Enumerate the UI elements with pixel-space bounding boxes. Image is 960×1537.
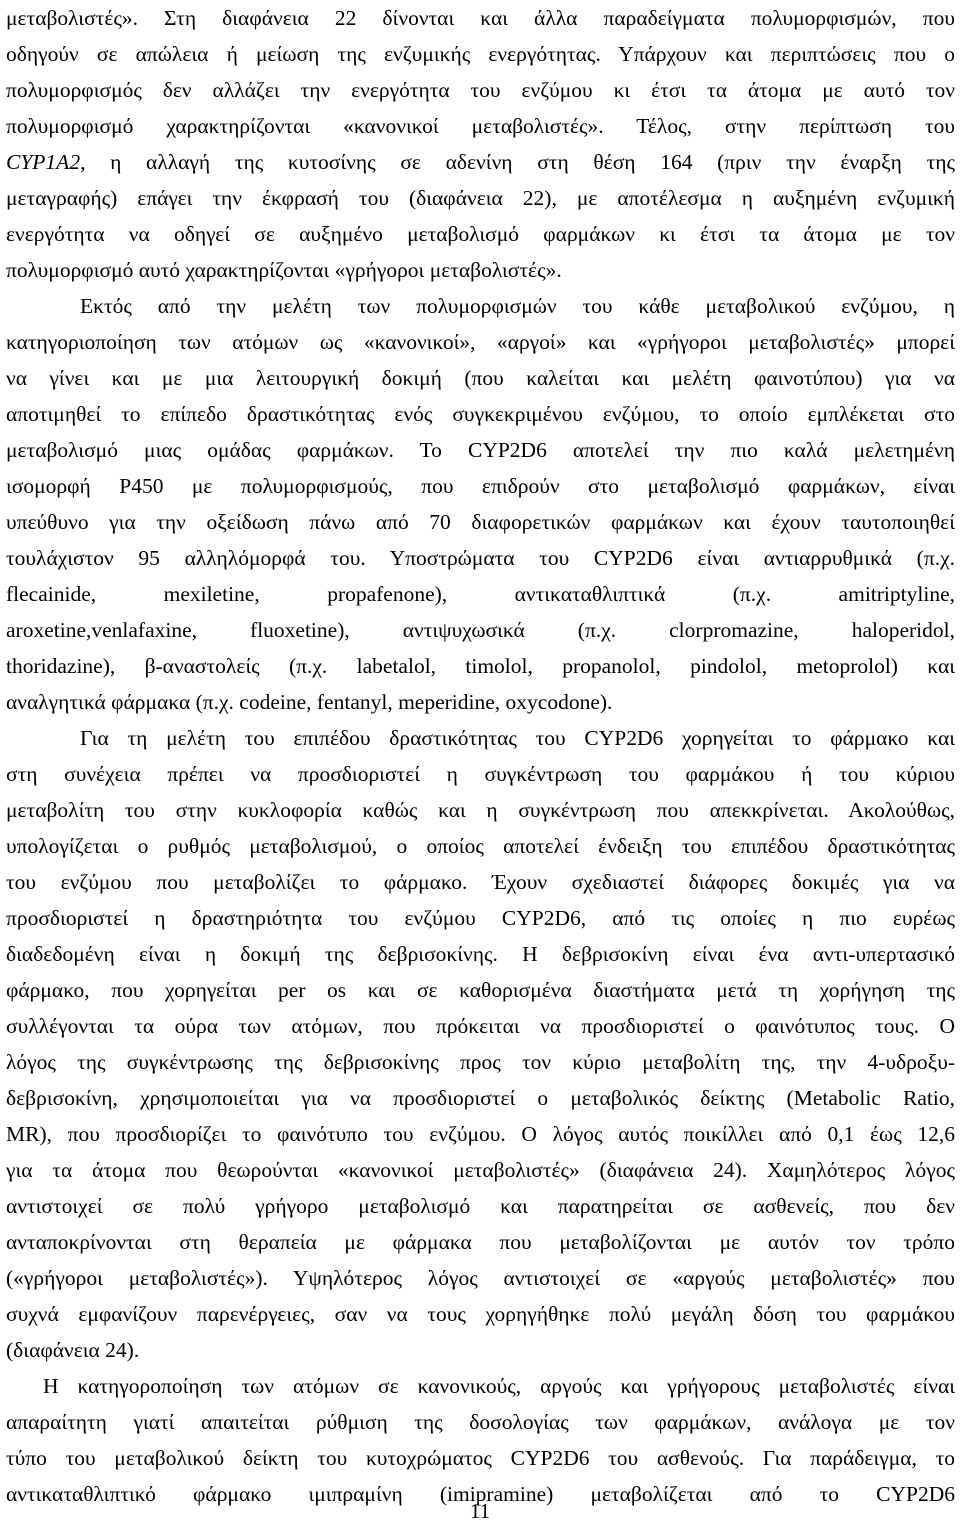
text-line: στη συνέχεια πρέπει να προσδιοριστεί η συγκέντρωση του φαρμάκου ή του κύριου xyxy=(6,762,955,786)
paragraph xyxy=(6,288,955,720)
text-line: αντιστοιχεί σε πολύ γρήγορο μεταβολισμό και παρατηρείται σε ασθενείς, που δεν xyxy=(6,1194,955,1218)
text-line: flecainide, mexiletine, propafenone), αντικαταθλιπτικά (π.χ. amitriptyline, xyxy=(6,582,955,606)
text-line: ανταποκρίνονται στη θεραπεία με φάρμακα που μεταβολίζονται με αυτόν τον τρόπο xyxy=(6,1230,955,1254)
text-line: κατηγοριοποίηση των ατόμων ως «κανονικοί», «αργοί» και «γρήγοροι μεταβολιστές» μπορεί xyxy=(6,330,955,354)
text-line: τουλάχιστον 95 αλληλόμορφά του. Υποστρώματα του CYP2D6 είναι αντιαρρυθμικά (π.χ. xyxy=(6,546,955,570)
text-line: Η κατηγοροποίηση των ατόμων σε κανονικούς, αργούς και γρήγορους μεταβολιστές είναι xyxy=(43,1374,955,1398)
text-line: πολυμορφισμό χαρακτηρίζονται «κανονικοί μεταβολιστές». Τέλος, στην περίπτωση του xyxy=(6,114,955,138)
text-line: για τα άτομα που θεωρούνται «κανονικοί μεταβολιστές» (διαφάνεια 24). Χαμηλότερος λόγος xyxy=(6,1158,955,1182)
text-line: του ενζύμου που μεταβολίζει το φάρμακο. Έχουν σχεδιαστεί διάφορες δοκιμές για να xyxy=(6,870,955,894)
text-line: (διαφάνεια 24). xyxy=(6,1338,140,1362)
text-line: MR), που προσδιορίζει το φαινότυπο του ενζύμου. Ο λόγος αυτός ποικίλλει από 0,1 έως 12,6 xyxy=(6,1122,955,1146)
text-fragment: η αλλαγή της κυτοσίνης σε αδενίνη στη θέση 164 (πριν την έναρξη της xyxy=(85,150,955,174)
text-line: ισομορφή P450 με πολυμορφισμούς, που επιδρούν στο μεταβολισμό φαρμάκων, είναι xyxy=(6,474,955,498)
text-line xyxy=(6,144,955,180)
text-line: αναλγητικά φάρμακα (π.χ. codeine, fentanyl, meperidine, oxycodone). xyxy=(6,690,613,714)
text-line: αντικαταθλιπτικό φάρμακο ιμιπραμίνη (imipramine) μεταβολίζεται από το CYP2D6 xyxy=(6,1482,955,1506)
text-line: λόγος της συγκέντρωσης της δεβρισοκίνης προς τον κύριο μεταβολίτη της, την 4-υδροξυ- xyxy=(6,1050,955,1074)
document-page xyxy=(6,0,955,1512)
text-line: («γρήγοροι μεταβολιστές»). Υψηλότερος λόγος αντιστοιχεί σε «αργούς μεταβολιστές» που xyxy=(6,1266,955,1290)
text-line: μεταβολίτη του στην κυκλοφορία καθώς και η συγκέντρωση που απεκκρίνεται. Ακολούθως, xyxy=(6,798,955,822)
text-line: ενεργότητα να οδηγεί σε αυξημένο μεταβολισμό φαρμάκων κι έτσι τα άτομα με τον xyxy=(6,222,955,246)
text-line: μεταβολιστές». Στη διαφάνεια 22 δίνονται και άλλα παραδείγματα πολυμορφισμών, που xyxy=(6,6,955,30)
paragraph xyxy=(6,720,955,1368)
text-line: μεταβολισμό μιας ομάδας φαρμάκων. Το CYP2D6 αποτελεί την πιο καλά μελετημένη xyxy=(6,438,955,462)
text-line: πολυμορφισμό αυτό χαρακτηρίζονται «γρήγοροι μεταβολιστές». xyxy=(6,258,562,282)
paragraph xyxy=(6,1368,955,1512)
paragraph xyxy=(6,0,955,288)
text-line: τύπο του μεταβολικού δείκτη του κυτοχρώματος CYP2D6 του ασθενούς. Για παράδειγμα, το xyxy=(6,1446,955,1470)
text-line: απαραίτητη γιατί απαιτείται ρύθμιση της δοσολογίας των φαρμάκων, ανάλογα με τον xyxy=(6,1410,955,1434)
text-line: δεβρισοκίνη, χρησιμοποιείται για να προσδιοριστεί ο μεταβολικός δείκτης (Metabolic Ratio, xyxy=(6,1086,955,1110)
page-number: 11 xyxy=(469,1499,491,1523)
text-line: προσδιοριστεί η δραστηριότητα του ενζύμου CYP2D6, από τις οποίες η πιο ευρέως xyxy=(6,906,955,930)
text-line: διαδεδομένη είναι η δοκιμή της δεβρισοκίνης. Η δεβρισοκίνη είναι ένα αντι-υπερτασικό xyxy=(6,942,955,966)
text-line: aroxetine,venlafaxine, fluoxetine), αντιψυχωσικά (π.χ. clorpromazine, haloperidol, xyxy=(6,618,955,642)
text-line: οδηγούν σε απώλεια ή μείωση της ενζυμικής ενεργότητας. Υπάρχουν και περιπτώσεις που ο xyxy=(6,42,955,66)
text-line: thoridazine), β-αναστολείς (π.χ. labetalol, timolol, propanolol, pindolol, metoprolol) και xyxy=(6,654,955,678)
text-line: μεταγραφής) επάγει την έκφρασή του (διαφάνεια 22), με αποτέλεσμα η αυξημένη ενζυμική xyxy=(6,186,955,210)
text-line: συχνά εμφανίζουν παρενέργειες, σαν να τους χορηγήθηκε πολύ μεγάλη δόση του φαρμάκου xyxy=(6,1302,955,1326)
text-line: πολυμορφισμός δεν αλλάζει την ενεργότητα του ενζύμου κι έτσι τα άτομα με αυτό τον xyxy=(6,78,955,102)
text-line: υπολογίζεται ο ρυθμός μεταβολισμού, ο οποίος αποτελεί ένδειξη του επιπέδου δραστικότητας xyxy=(6,834,955,858)
text-line: Εκτός από την μελέτη των πολυμορφισμών του κάθε μεταβολικού ενζύμου, η xyxy=(80,294,955,318)
text-line: Για τη μελέτη του επιπέδου δραστικότητας του CYP2D6 χορηγείται το φάρμακο και xyxy=(80,726,955,750)
text-line: φάρμακο, που χορηγείται per os και σε καθορισμένα διαστήματα μετά τη χορήγηση της xyxy=(6,978,955,1002)
text-line: συλλέγονται τα ούρα των ατόμων, που πρόκειται να προσδιοριστεί ο φαινότυπος τους. Ο xyxy=(6,1014,955,1038)
gene-name: CYP1A2, xyxy=(6,150,86,174)
text-line: να γίνει και με μια λειτουργική δοκιμή (που καλείται και μελέτη φαινοτύπου) για να xyxy=(6,366,955,390)
text-line: αποτιμηθεί το επίπεδο δραστικότητας ενός συγκεκριμένου ενζύμου, το οποίο εμπλέκεται στο xyxy=(6,402,955,426)
text-line: υπεύθυνο για την οξείδωση πάνω από 70 διαφορετικών φαρμάκων και έχουν ταυτοποιηθεί xyxy=(6,510,955,534)
